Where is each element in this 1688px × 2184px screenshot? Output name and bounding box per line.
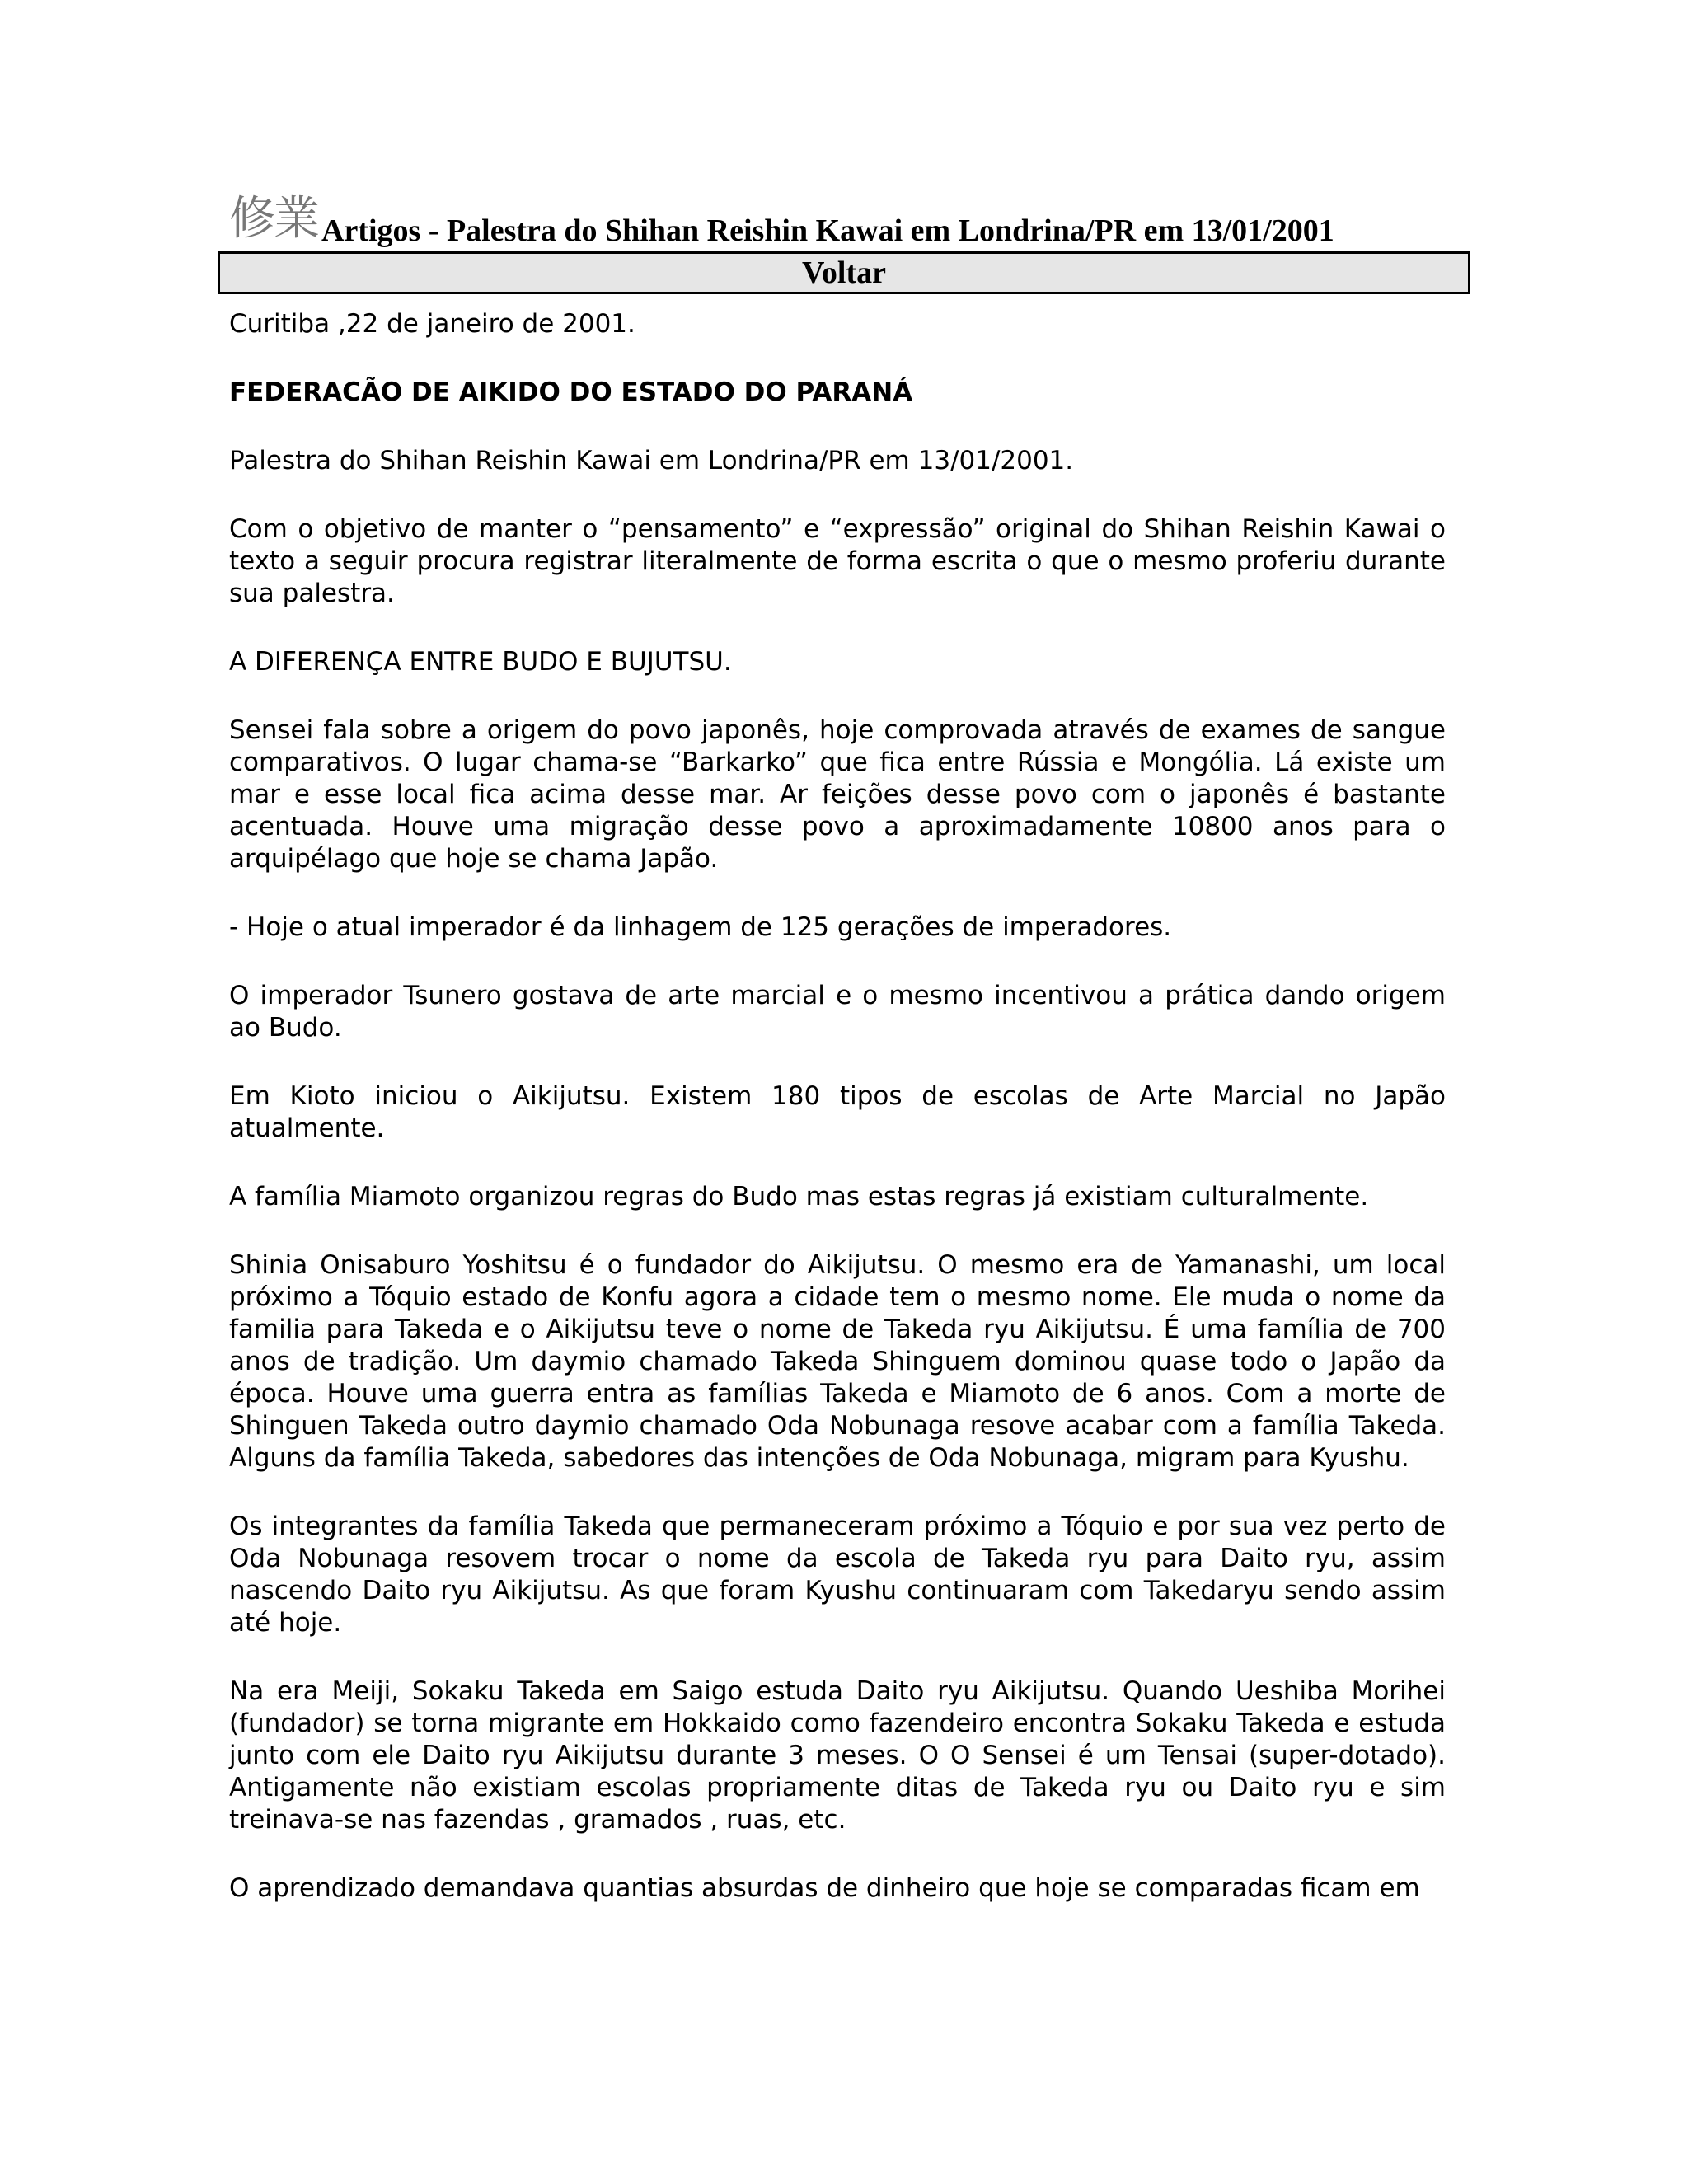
article-paragraph: Em Kioto iniciou o Aikijutsu. Existem 180 tipos de escolas de Arte Marcial no Japão atualmente. — [229, 1081, 1446, 1143]
federation-heading: FEDERACÃO DE AIKIDO DO ESTADO DO PARANÁ — [229, 377, 913, 407]
page-title: Artigos - Palestra do Shihan Reishin Kawai em Londrina/PR em 13/01/2001 — [321, 213, 1334, 248]
article-paragraph: Sensei fala sobre a origem do povo japonês, hoje comprovada através de exames de sangue comparativos. O lugar chama-se “Barkarko” que fica entre Rússia e Mongólia. Lá existe um mar e esse local fica acima desse mar. Ar feições desse povo com o japonês é bastante acentuada. Houve uma migração desse povo a aproximadamente 10800 anos para o arquipélago que hoje se chama Japão. — [229, 715, 1446, 874]
section-heading: A DIFERENÇA ENTRE BUDO E BUJUTSU. — [229, 647, 732, 677]
article-paragraph: Na era Meiji, Sokaku Takeda em Saigo estuda Daito ryu Aikijutsu. Quando Ueshiba Morihei (fundador) se torna migrante em Hokkaido como fazendeiro encontra Sokaku Takeda e estuda junto com ele Daito ryu Aikijutsu durante 3 meses. O O Sensei é um Tensai (super-dotado). Antigamente não existiam escolas propriamente ditas de Takeda ryu ou Daito ryu e sim treinava-se nas fazendas , gramados , ruas, etc. — [229, 1676, 1446, 1835]
lecture-subtitle: Palestra do Shihan Reishin Kawai em Londrina/PR em 13/01/2001. — [229, 446, 1074, 476]
page-header — [229, 191, 1482, 249]
article-body — [229, 308, 1446, 1905]
article-paragraph: Com o objetivo de manter o “pensamento” e “expressão” original do Shihan Reishin Kawai o texto a seguir procura registrar literalmente de forma escrita o que o mesmo proferiu durante sua palestra. — [229, 514, 1446, 608]
article-paragraph: O imperador Tsunero gostava de arte marcial e o mesmo incentivou a prática dando origem ao Budo. — [229, 981, 1446, 1043]
article-paragraph: A família Miamoto organizou regras do Budo mas estas regras já existiam culturalmente. — [229, 1182, 1369, 1212]
article-date: Curitiba ,22 de janeiro de 2001. — [229, 309, 635, 339]
back-bar[interactable] — [218, 251, 1470, 294]
article-paragraph: O aprendizado demandava quantias absurdas de dinheiro que hoje se comparadas ficam em — [229, 1873, 1420, 1903]
article-paragraph: - Hoje o atual imperador é da linhagem de 125 gerações de imperadores. — [229, 912, 1172, 942]
shugyo-logo: 修業 — [229, 192, 318, 246]
article-paragraph: Os integrantes da família Takeda que permaneceram próximo a Tóquio e por sua vez perto de Oda Nobunaga resovem trocar o nome da escola de Takeda ryu para Daito ryu, assim nascendo Daito ryu Aikijutsu. As que foram Kyushu continuaram com Takedaryu sendo assim até hoje. — [229, 1511, 1446, 1638]
back-link[interactable]: Voltar — [801, 255, 887, 290]
article-paragraph: Shinia Onisaburo Yoshitsu é o fundador do Aikijutsu. O mesmo era de Yamanashi, um local próximo a Tóquio estado de Konfu agora a cidade tem o mesmo nome. Ele muda o nome da familia para Takeda e o Aikijutsu teve o nome de Takeda ryu Aikijutsu. É uma família de 700 anos de tradição. Um daymio chamado Takeda Shinguem dominou quase todo o Japão da época. Houve uma guerra entra as famílias Takeda e Miamoto de 6 anos. Com a morte de Shinguen Takeda outro daymio chamado Oda Nobunaga resove acabar com a família Takeda. Alguns da família Takeda, sabedores das intenções de Oda Nobunaga, migram para Kyushu. — [229, 1250, 1446, 1473]
